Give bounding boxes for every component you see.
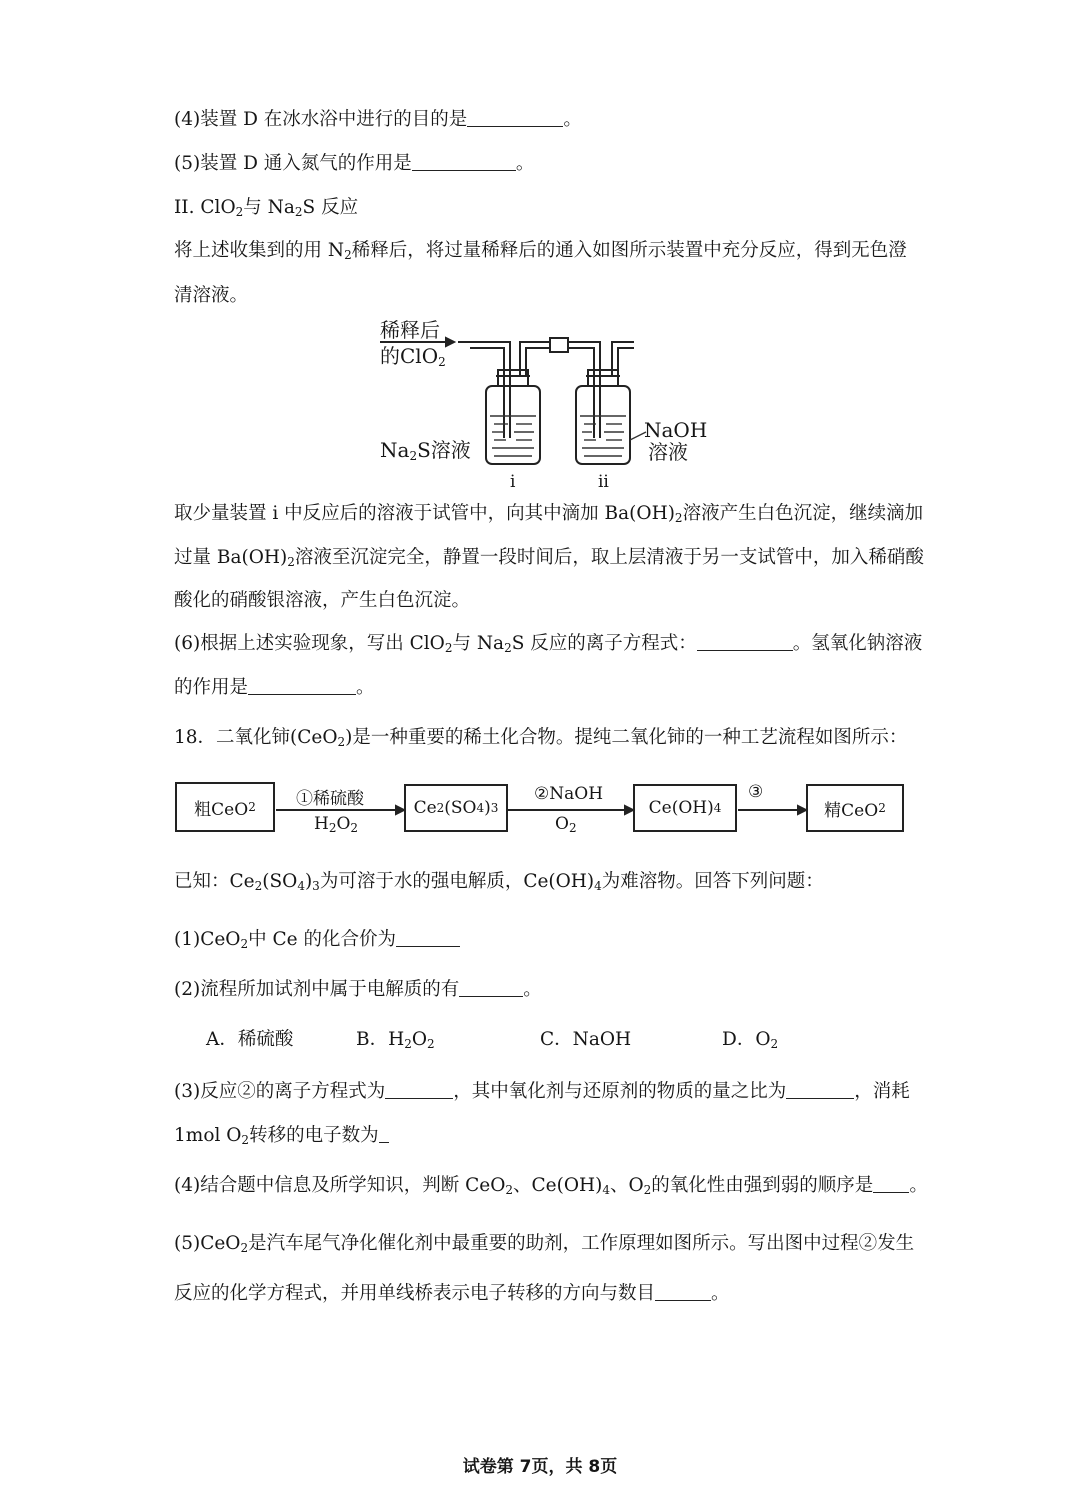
page-footer: 试卷第 7页，共 8页 — [462, 1457, 618, 1477]
section-2-heading: II. ClO$_2$与 $Na_2S$ 反应 — [174, 197, 359, 219]
paragraph-observation-line-1: 取少量装置 i 中反应后的溶液于试管中，向其中滴加 $Ba(OH)_2$溶液产生白色沉淀，继续滴加 — [174, 503, 924, 525]
answer-blank[interactable] — [379, 1124, 389, 1143]
sub-question-2: (2)流程所加试剂中属于电解质的有 。 — [174, 979, 542, 1000]
paragraph-observation-line-2: 过量 $Ba(OH)_2$溶液至沉淀完全，静置一段时间后，取上层清液于另一支试管中，加入稀硝酸 — [174, 547, 924, 569]
flow-box-pure-ceo2: 精CeO 2 — [806, 784, 904, 832]
sub-question-4: (4)结合题中信息及所学知识，判断 CeO$_2$、$Ce(OH)_4$、$O_2$的氧化性由强到弱的顺序是 。 — [174, 1175, 928, 1197]
option-a[interactable]: A．稀硫酸 — [206, 1029, 294, 1050]
sub-question-3-line-2: 1mol $O_2$转移的电子数为 — [174, 1124, 389, 1148]
answer-blank[interactable] — [459, 978, 523, 997]
option-b[interactable]: B．$H_2O_2$ — [356, 1029, 435, 1051]
answer-blank[interactable] — [873, 1174, 909, 1193]
sodium-sulfide-label: $Na_2S$溶液 — [380, 438, 471, 463]
paragraph-intro-line-1: 将上述收集到的用 $N_2$稀释后，将过量稀释后的通入如图所示装置中充分反应，得到无色澄 — [174, 240, 907, 262]
sub-question-5-line-1: (5)CeO$_2$是汽车尾气净化催化剂中最重要的助剂，工作原理如图所示。写出图中过程②发生 — [174, 1233, 915, 1255]
bottle-ii-label: ii — [598, 472, 609, 492]
sub-question-3-line-1: (3)反应②的离子方程式为 ，其中氧化剂与还原剂的物质的量之比为 ，消耗 — [174, 1081, 910, 1102]
answer-blank[interactable] — [655, 1282, 711, 1301]
option-c[interactable]: C．NaOH — [540, 1029, 632, 1050]
question-6-line-1: (6)根据上述实验现象，写出 ClO$_2$与 $Na_2S$ 反应的离子方程式： 。氢氧化钠溶液 — [174, 633, 923, 655]
flow-box-ceoh4: Ce(OH) 4 — [633, 784, 737, 832]
naoh-label-line-1: NaOH — [644, 418, 708, 442]
step-2-condition: $O_2$ — [555, 814, 577, 835]
answer-blank[interactable] — [385, 1080, 453, 1099]
flow-box-ce2so43: Ce 2 (SO 4 ) 3 — [404, 784, 508, 832]
paragraph-intro-line-2: 清溶液。 — [174, 285, 249, 306]
naoh-label-line-2: 溶液 — [648, 440, 688, 464]
step-1-reagent: ①稀硫酸 — [296, 789, 364, 809]
sub-question-5-line-2: 反应的化学方程式，并用单线桥表示电子转移的方向与数目 。 — [174, 1283, 730, 1304]
sub-question-1: (1)CeO$_2$中 Ce 的化合价为 — [174, 928, 460, 952]
gas-label-line-1: 稀释后 — [380, 318, 440, 342]
step-3-label: ③ — [748, 782, 764, 802]
question-18-heading: 18．二氧化铈(CeO$_2$)是一种重要的稀土化合物。提纯二氧化铈的一种工艺流程如图所示： — [174, 727, 908, 749]
question-5: (5)装置 D 通入氮气的作用是 。 — [174, 153, 535, 174]
gas-label-line-2: 的ClO$_2$ — [380, 344, 446, 369]
step-2-reagent: ②NaOH — [534, 784, 604, 804]
paragraph-observation-line-3: 酸化的硝酸银溶液，产生白色沉淀。 — [174, 590, 471, 611]
option-d[interactable]: D．$O_2$ — [722, 1029, 779, 1051]
question-4: (4)装置 D 在冰水浴中进行的目的是 。 — [174, 109, 582, 130]
question-6-line-2: 的作用是 。 — [174, 677, 375, 698]
flow-box-crude-ceo2: 粗CeO 2 — [175, 782, 275, 832]
step-1-condition: $H_2O_2$ — [314, 814, 359, 835]
bottle-i-label: i — [510, 472, 516, 492]
answer-blank[interactable] — [396, 928, 460, 947]
answer-blank[interactable] — [786, 1080, 854, 1099]
known-info: 已知：$Ce_2(SO_4)_3$为可溶于水的强电解质，$Ce(OH)_4$为难溶物。回答下列问题： — [174, 871, 824, 893]
